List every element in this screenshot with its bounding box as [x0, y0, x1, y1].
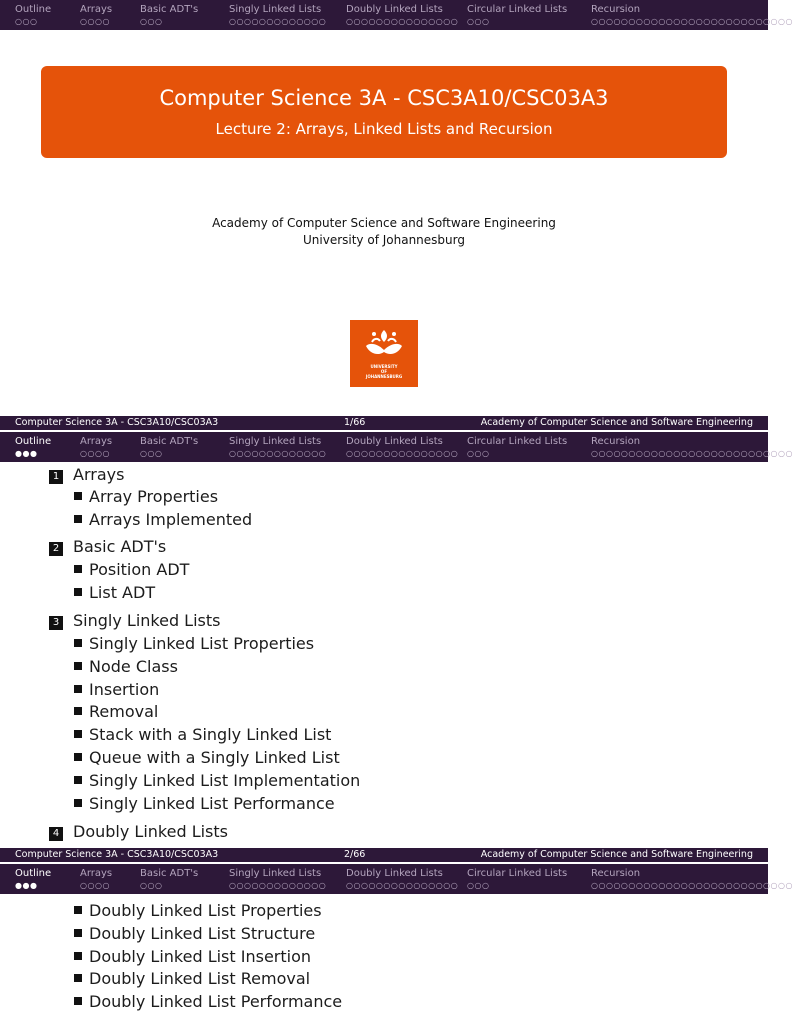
toc-section-title: Singly Linked Lists — [73, 611, 221, 630]
nav-dots[interactable]: ○○○○ — [80, 449, 110, 458]
nav-section-outline[interactable] — [15, 4, 51, 27]
toc-item-label: Doubly Linked List Removal — [89, 969, 311, 988]
nav-section-label: Circular Linked Lists — [467, 868, 568, 879]
nav-dots[interactable]: ○○○○○○○○○○○○○ — [229, 17, 327, 26]
toc-item[interactable] — [74, 771, 360, 790]
nav-dots[interactable]: ○○○○○○○○○○○○○ — [229, 881, 327, 890]
nav-dots[interactable]: ○○○ — [467, 17, 490, 26]
toc-item-label: Removal — [89, 702, 159, 721]
nav-section-circular-linked-lists[interactable] — [467, 4, 567, 27]
square-bullet-icon — [74, 492, 82, 500]
toc-item[interactable] — [74, 583, 155, 602]
toc-item[interactable] — [74, 794, 335, 813]
square-bullet-icon — [74, 588, 82, 596]
logo-text: OF — [380, 369, 388, 374]
square-bullet-icon — [74, 515, 82, 523]
toc-item[interactable] — [74, 901, 322, 920]
nav-section-outline[interactable] — [15, 436, 51, 459]
presentation-subtitle: Lecture 2: Arrays, Linked Lists and Recursion — [215, 120, 553, 138]
nav-dots[interactable]: ○○○ — [140, 449, 163, 458]
nav-section-circular-linked-lists[interactable] — [467, 436, 567, 459]
square-bullet-icon — [74, 662, 82, 670]
square-bullet-icon — [74, 997, 82, 1005]
nav-section-label: Singly Linked Lists — [229, 4, 322, 15]
footer-title: Computer Science 3A - CSC3A10/CSC03A3 — [15, 849, 219, 860]
nav-section-label: Doubly Linked Lists — [346, 4, 443, 15]
nav-section-arrays[interactable] — [80, 868, 112, 891]
footer-institution: Academy of Computer Science and Software Engineering — [480, 417, 753, 428]
toc-item[interactable] — [74, 702, 158, 721]
square-bullet-icon — [74, 685, 82, 693]
nav-section-arrays[interactable] — [80, 4, 112, 27]
nav-section-label: Outline — [15, 4, 52, 15]
nav-section-label: Singly Linked Lists — [229, 868, 322, 879]
toc-item[interactable] — [74, 924, 315, 943]
toc-section[interactable] — [49, 822, 228, 841]
toc-section-title: Arrays — [73, 465, 125, 484]
nav-dots[interactable]: ○○○○○○○○○○○○○○○○○○○○○○○○○○○ — [591, 881, 793, 890]
toc-item[interactable] — [74, 657, 178, 676]
nav-dots[interactable]: ○○○○○○○○○○○○○○○ — [346, 17, 459, 26]
square-bullet-icon — [74, 776, 82, 784]
nav-section-label: Circular Linked Lists — [467, 436, 568, 447]
logo-emblem-icon — [350, 320, 418, 366]
toc-item-label: Singly Linked List Implementation — [89, 771, 361, 790]
nav-dots[interactable]: ○○○○○○○○○○○○○○○○○○○○○○○○○○○ — [591, 17, 793, 26]
square-bullet-icon — [74, 565, 82, 573]
nav-section-label: Doubly Linked Lists — [346, 868, 443, 879]
logo-text: UNIVERSITY — [370, 364, 398, 369]
nav-section-basic-adts[interactable] — [140, 4, 198, 27]
nav-section-recursion[interactable] — [591, 4, 793, 27]
nav-dots[interactable]: ●●● — [15, 449, 38, 458]
institution-line2: University of Johannesburg — [303, 233, 465, 247]
toc-number: 3 — [49, 616, 63, 630]
page-number: 2/66 — [344, 849, 366, 860]
nav-section-recursion[interactable] — [591, 868, 793, 891]
nav-section-label: Basic ADT's — [140, 868, 199, 879]
toc-item-label: List ADT — [89, 583, 156, 602]
nav-section-doubly-linked-lists[interactable] — [346, 436, 458, 459]
nav-section-basic-adts[interactable] — [140, 868, 198, 891]
toc-section-title: Basic ADT's — [73, 537, 167, 556]
toc-item-label: Doubly Linked List Properties — [89, 901, 322, 920]
nav-dots[interactable]: ○○○ — [467, 449, 490, 458]
square-bullet-icon — [74, 639, 82, 647]
nav-section-circular-linked-lists[interactable] — [467, 868, 567, 891]
nav-dots[interactable]: ○○○ — [140, 881, 163, 890]
square-bullet-icon — [74, 730, 82, 738]
toc-item-label: Arrays Implemented — [89, 510, 253, 529]
footer-slide1 — [0, 416, 768, 430]
toc-number: 1 — [49, 470, 63, 484]
nav-section-label: Basic ADT's — [140, 4, 199, 15]
toc-item[interactable] — [74, 487, 218, 506]
toc-section[interactable] — [49, 537, 166, 556]
square-bullet-icon — [74, 929, 82, 937]
nav-dots[interactable]: ○○○○○○○○○○○○○○○○○○○○○○○○○○○ — [591, 449, 793, 458]
toc-item-label: Singly Linked List Properties — [89, 634, 315, 653]
toc-item-label: Insertion — [89, 680, 160, 699]
nav-section-singly-linked-lists[interactable] — [229, 868, 326, 891]
toc-item[interactable] — [74, 725, 331, 744]
nav-section-label: Recursion — [591, 868, 641, 879]
toc-number: 4 — [49, 827, 63, 841]
toc-item-label: Doubly Linked List Structure — [89, 924, 316, 943]
nav-section-singly-linked-lists[interactable] — [229, 4, 326, 27]
square-bullet-icon — [74, 952, 82, 960]
nav-dots[interactable]: ○○○ — [467, 881, 490, 890]
nav-dots[interactable]: ○○○ — [140, 17, 163, 26]
toc-item[interactable] — [74, 560, 189, 579]
footer-title: Computer Science 3A - CSC3A10/CSC03A3 — [15, 417, 219, 428]
nav-dots[interactable]: ○○○ — [15, 17, 38, 26]
nav-bar-slide3 — [0, 864, 793, 894]
toc-number: 2 — [49, 542, 63, 556]
university-logo — [350, 320, 418, 387]
toc-item[interactable] — [74, 510, 252, 529]
nav-section-label: Arrays — [80, 868, 113, 879]
nav-dots[interactable]: ●●● — [15, 881, 38, 890]
square-bullet-icon — [74, 906, 82, 914]
nav-section-basic-adts[interactable] — [140, 436, 198, 459]
page-number: 1/66 — [344, 417, 366, 428]
nav-section-arrays[interactable] — [80, 436, 112, 459]
nav-section-label: Singly Linked Lists — [229, 436, 322, 447]
toc-item-label: Stack with a Singly Linked List — [89, 725, 332, 744]
toc-item-label: Queue with a Singly Linked List — [89, 748, 340, 767]
nav-section-label: Recursion — [591, 4, 641, 15]
logo-text: JOHANNESBURG — [365, 374, 403, 379]
nav-section-label: Recursion — [591, 436, 641, 447]
nav-section-label: Arrays — [80, 4, 113, 15]
toc-item-label: Doubly Linked List Performance — [89, 992, 343, 1011]
toc-item-label: Doubly Linked List Insertion — [89, 947, 312, 966]
square-bullet-icon — [74, 974, 82, 982]
nav-section-singly-linked-lists[interactable] — [229, 436, 326, 459]
presentation-title: Computer Science 3A - CSC3A10/CSC03A3 — [159, 86, 609, 110]
nav-section-label: Arrays — [80, 436, 113, 447]
nav-dots[interactable]: ○○○○○○○○○○○○○ — [229, 449, 327, 458]
nav-dots[interactable]: ○○○○ — [80, 881, 110, 890]
toc-item[interactable] — [74, 969, 310, 988]
nav-section-label: Outline — [15, 868, 52, 879]
toc-item-label: Position ADT — [89, 560, 190, 579]
nav-dots[interactable]: ○○○○○○○○○○○○○○○ — [346, 449, 459, 458]
nav-section-label: Doubly Linked Lists — [346, 436, 443, 447]
nav-dots[interactable]: ○○○○○○○○○○○○○○○ — [346, 881, 459, 890]
toc-section[interactable] — [49, 611, 220, 630]
nav-section-doubly-linked-lists[interactable] — [346, 4, 458, 27]
toc-item[interactable] — [74, 748, 340, 767]
nav-section-doubly-linked-lists[interactable] — [346, 868, 458, 891]
toc-item-label: Array Properties — [89, 487, 219, 506]
toc-section[interactable] — [49, 465, 124, 484]
footer-slide2 — [0, 848, 768, 862]
toc-item[interactable] — [74, 947, 311, 966]
footer-institution: Academy of Computer Science and Software Engineering — [480, 849, 753, 860]
toc-item[interactable] — [74, 680, 159, 699]
nav-section-label: Outline — [15, 436, 52, 447]
nav-section-outline[interactable] — [15, 868, 51, 891]
toc-item[interactable] — [74, 992, 342, 1011]
nav-dots[interactable]: ○○○○ — [80, 17, 110, 26]
nav-section-recursion[interactable] — [591, 436, 793, 459]
square-bullet-icon — [74, 799, 82, 807]
nav-bar-slide2 — [0, 432, 793, 462]
toc-item-label: Singly Linked List Performance — [89, 794, 335, 813]
square-bullet-icon — [74, 753, 82, 761]
toc-item-label: Node Class — [89, 657, 178, 676]
nav-section-label: Basic ADT's — [140, 436, 199, 447]
square-bullet-icon — [74, 707, 82, 715]
toc-item[interactable] — [74, 634, 314, 653]
institution-line1: Academy of Computer Science and Software Engineering — [212, 216, 556, 230]
title-box — [41, 66, 727, 158]
toc-section-title: Doubly Linked Lists — [73, 822, 228, 841]
nav-section-label: Circular Linked Lists — [467, 4, 568, 15]
nav-bar-slide1 — [0, 0, 793, 30]
